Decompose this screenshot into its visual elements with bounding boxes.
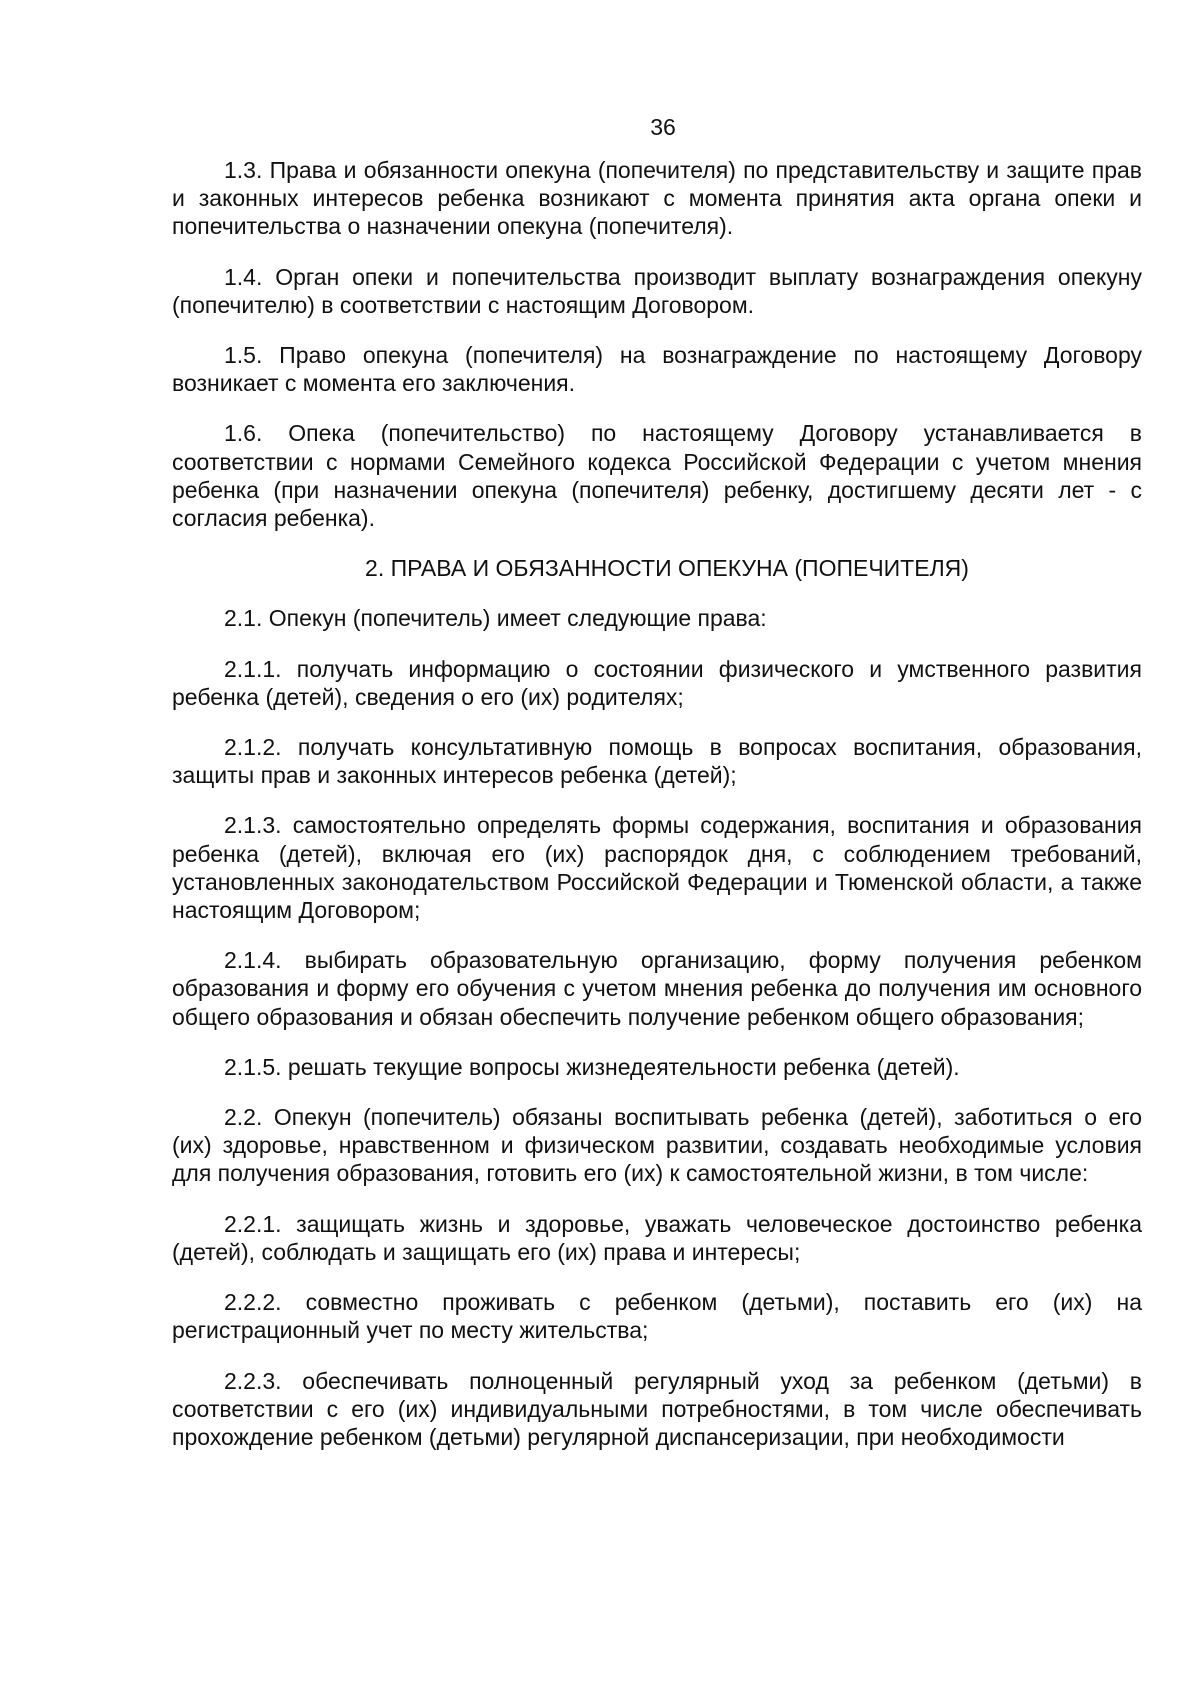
paragraph-1-5: 1.5. Право опекуна (попечителя) на вознаграждение по настоящему Договору возникает с момента его заключения. bbox=[172, 342, 1142, 397]
section-heading: 2. ПРАВА И ОБЯЗАННОСТИ ОПЕКУНА (ПОПЕЧИТЕЛЯ) bbox=[365, 555, 969, 582]
paragraph-2-1-4: 2.1.4. выбирать образовательную организацию, форму получения ребенком образования и форму его обучения с учетом мнения ребенка до получения им основного общего образования и обязан обеспечить получение ребенком общего образования; bbox=[172, 947, 1142, 1030]
paragraph-2-2: 2.2. Опекун (попечитель) обязаны воспитывать ребенка (детей), заботиться о его (их) здоровье, нравственном и физическом развитии, создавать необходимые условия для получения образования, готовить его (их) к самостоятельной жизни, в том числе: bbox=[172, 1104, 1142, 1187]
page-number: 36 bbox=[650, 114, 676, 140]
paragraph-2-2-2: 2.2.2. совместно проживать с ребенком (детьми), поставить его (их) на регистрационный учет по месту жительства; bbox=[172, 1289, 1142, 1344]
document-page bbox=[172, 112, 1142, 1473]
paragraph-2-1-3: 2.1.3. самостоятельно определять формы содержания, воспитания и образования ребенка (детей), включая его (их) распорядок дня, с соблюдением требований, установленных законодательством Российской Федерации и Тюменской области, а также настоящим Договором; bbox=[172, 812, 1142, 924]
paragraph-2-1: 2.1. Опекун (попечитель) имеет следующие права: bbox=[224, 605, 767, 632]
paragraph-2-1-5: 2.1.5. решать текущие вопросы жизнедеятельности ребенка (детей). bbox=[224, 1053, 960, 1080]
paragraph-2-2-1: 2.2.1. защищать жизнь и здоровье, уважать человеческое достоинство ребенка (детей), соблюдать и защищать его (их) права и интересы; bbox=[172, 1210, 1142, 1265]
paragraph-1-3: 1.3. Права и обязанности опекуна (попечителя) по представительству и защите прав и законных интересов ребенка возникают с момента принятия акта органа опеки и попечительства о назначении опекуна (попечителя). bbox=[172, 157, 1142, 240]
paragraph-2-1-1: 2.1.1. получать информацию о состоянии физического и умственного развития ребенка (детей), сведения о его (их) родителях; bbox=[172, 655, 1142, 710]
paragraph-2-2-3: 2.2.3. обеспечивать полноценный регулярный уход за ребенком (детьми) в соответствии с его (их) индивидуальными потребностями, в том числе обеспечивать прохождение ребенком (детьми) регулярной диспансеризации, при необходимости bbox=[172, 1367, 1142, 1450]
paragraph-2-1-2: 2.1.2. получать консультативную помощь в вопросах воспитания, образования, защиты прав и законных интересов ребенка (детей); bbox=[172, 734, 1142, 789]
paragraph-1-4: 1.4. Орган опеки и попечительства производит выплату вознаграждения опекуну (попечителю) в соответствии с настоящим Договором. bbox=[172, 263, 1142, 318]
paragraph-1-6: 1.6. Опека (попечительство) по настоящему Договору устанавливается в соответствии с нормами Семейного кодекса Российской Федерации с учетом мнения ребенка (при назначении опекуна (попечителя) ребенку, достигшему десяти лет - с согласия ребенка). bbox=[172, 420, 1142, 532]
